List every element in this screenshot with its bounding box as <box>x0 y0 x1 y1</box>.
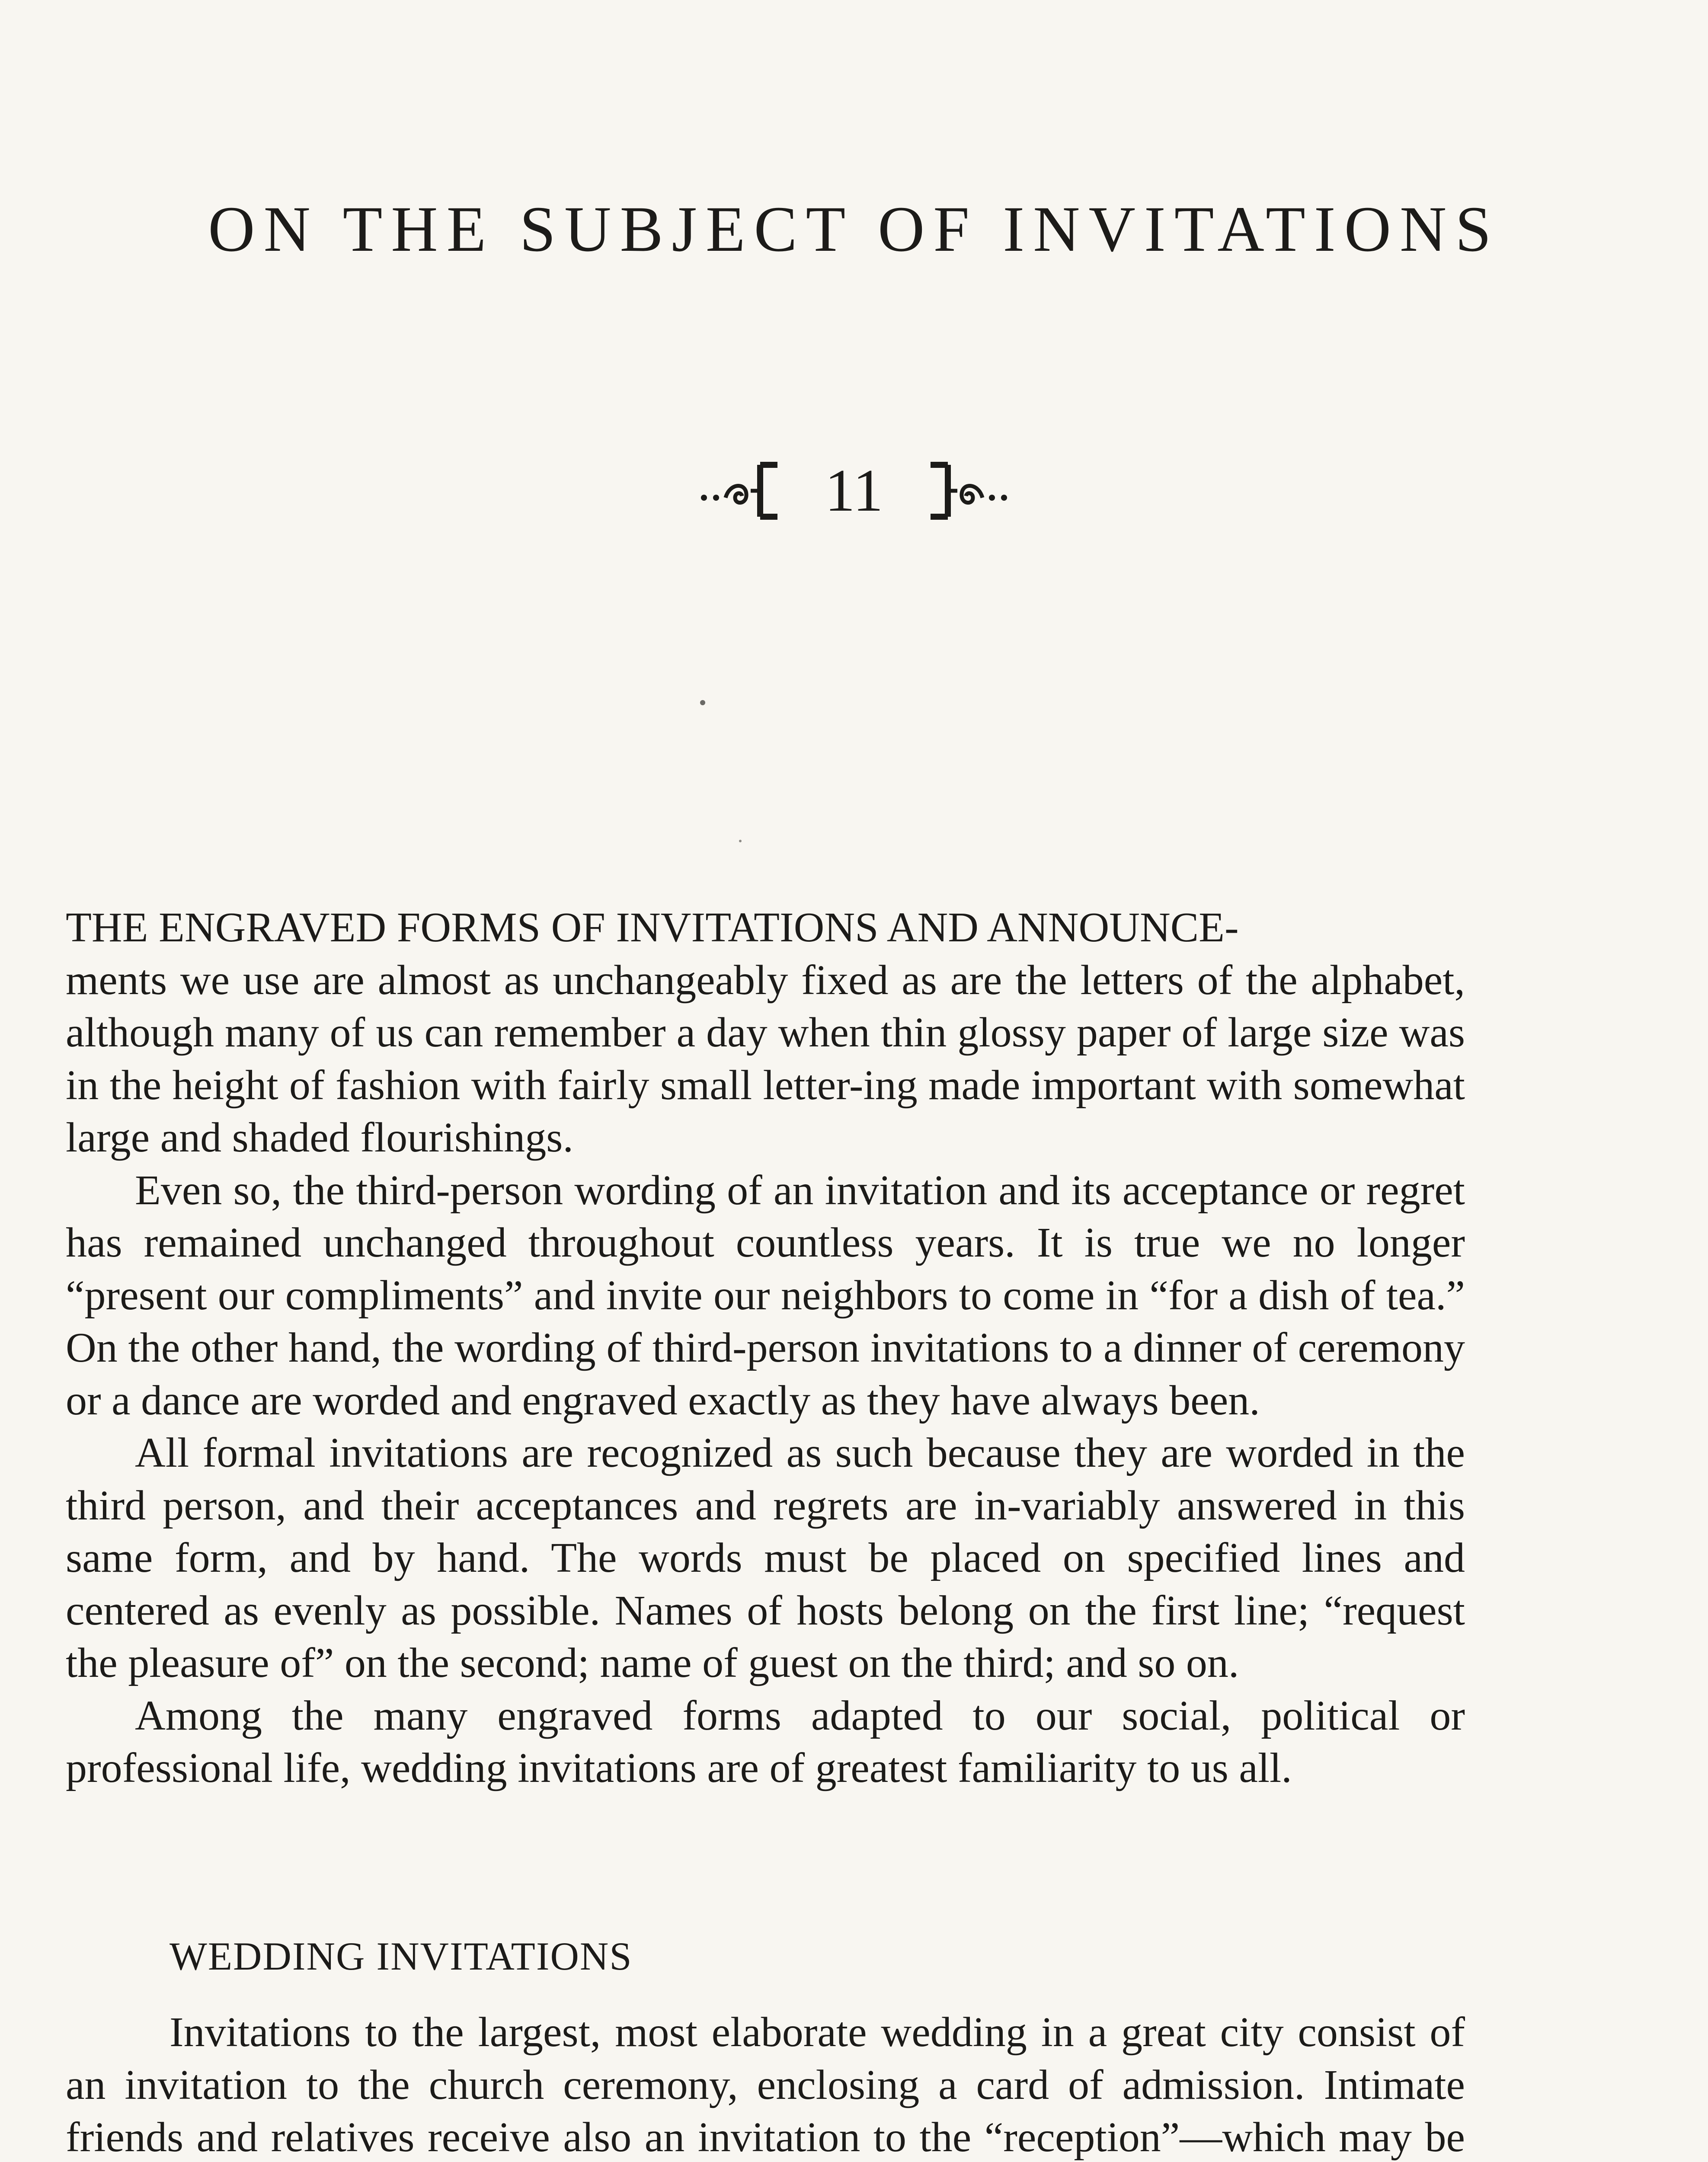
section-text-block <box>66 2006 1465 2162</box>
paragraph-1 <box>66 902 1465 1164</box>
paragraph-1-text: ments we use are almost as unchangeably fixed as are the letters of the alphabet, although many of us can remember a day when thin glossy paper of large size was in the height of fashion with fairly small letter-ing made important with somewhat large and shaded flourishings. <box>66 956 1465 1161</box>
section-heading: WEDDING INVITATIONS <box>170 1934 633 1978</box>
paragraph-3: All formal invitations are recognized as such because they are worded in the third person, and their acceptances and regrets are in-variably answered in this same form, and by hand. The words must be placed on specified lines and centered as evenly as possible. Names of hosts belong on the first line; “request the pleasure of” on the second; name of guest on the third; and so on. <box>66 1430 1465 1686</box>
intro-text-block <box>66 902 1465 1795</box>
paragraph-2: Even so, the third-person wording of an invitation and its acceptance or regret has remained unchanged throughout countless years. It is true we no longer “present our compliments” and invite our neighbors to come in “for a dish of tea.” On the other hand, the wording of third-person invitations to a dinner of ceremony or a dance are worded and engraved exactly as they have always been. <box>66 1167 1465 1424</box>
section-paragraph-1: Invitations to the largest, most elaborate wedding in a great city consist of an invitation to the church ceremony, enclosing a card of admission. Intimate friends and relatives receive also an invitation to the “reception”—which may be <box>66 2009 1465 2161</box>
paragraph-4: Among the many engraved forms adapted to our social, political or professional life, wedding invitations are of greatest familiarity to us all. <box>66 1692 1465 1791</box>
lead-in-caps: THE ENGRAVED FORMS OF INVITATIONS AND ANNOUNCE- <box>66 904 1239 951</box>
chapter-number: 11 <box>825 457 883 524</box>
chapter-title: ON THE SUBJECT OF INVITATIONS <box>208 193 1500 265</box>
scroll-bracket-right-icon <box>913 456 1013 525</box>
scroll-bracket-left-icon <box>695 456 795 525</box>
chapter-number-row <box>0 456 1708 525</box>
